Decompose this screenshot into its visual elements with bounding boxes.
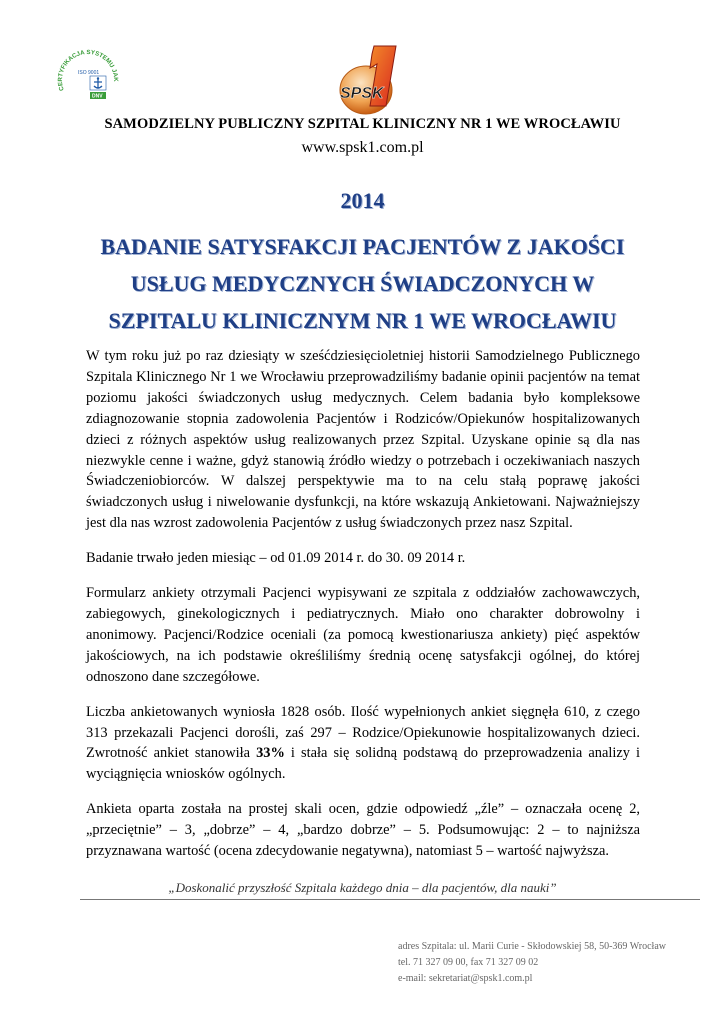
document-year: 2014 (340, 188, 385, 213)
paragraph-method: Formularz ankiety otrzymali Pacjenci wypisywani ze szpitala z oddziałów zachowawczych, zabiegowych, ginekologicznych i pediatrycznych. Miało ono charakter dobrowolny i anonimowy. Pacjenci/Rodzice oceniali (za pomocą kwestionariusza ankiety) pięć aspektów jakościowych, na ich podstawie określiliśmy średnią ocenę satysfakcji ogólnej, do której odnoszono dane szczegółowe. (86, 585, 640, 685)
title-line: USŁUG MEDYCZNYCH ŚWIADCZONYCH W (130, 271, 595, 296)
certification-seal-icon (52, 46, 124, 118)
hospital-name: SAMODZIELNY PUBLICZNY SZPITAL KLINICZNY NR 1 WE WROCŁAWIU (104, 116, 621, 132)
spsk-logo-text: SPSK (340, 85, 384, 102)
document-body (86, 346, 640, 876)
dnv-label: DNV (92, 93, 103, 100)
cert-ring-text: CERTYFIKACJA SYSTEMU JAK (56, 48, 120, 92)
footer-email-line[interactable]: e-mail: sekretariat@spsk1.com.pl (398, 973, 533, 984)
iso-standard-label: ISO 9001 (78, 70, 100, 76)
paragraph-scale: Ankieta oparta została na prostej skali ocen, gdzie odpowiedź „źle” – oznaczała ocenę 2, „przeciętnie” – 3, „dobrze” – 4, „bardzo dobrze” – 5. Podsumowując: 2 – to najniższa przyznawana wartość (ocena zdecydowanie negatywna), natomiast 5 – wartość najwyższa. (86, 801, 640, 860)
svg-text:CERTYFIKACJA SYSTEMU JAKOŚCI (52, 46, 119, 92)
footer-address-line: adres Szpitala: ul. Marii Curie - Skłodowskiej 58, 50-369 Wrocław (398, 941, 666, 952)
website-link[interactable]: www.spsk1.com.pl (301, 139, 424, 156)
return-rate-text: Liczba ankietowanych wyniosła 1828 osób. Ilość wypełnionych ankiet sięgnęła 610, z czego 313 przekazali Pacjenci dorośli, zaś 297 – Rodzice/Opiekunowie hospitalizowanych dzieci. Zwrotność ankiet stanowiła (86, 703, 640, 762)
footer-phone-line: tel. 71 327 09 00, fax 71 327 09 02 (398, 957, 539, 968)
footer-divider (80, 899, 700, 900)
title-line: SZPITALU KLINICZNYM NR 1 WE WROCŁAWIU (108, 308, 617, 333)
document-title (60, 228, 665, 339)
paragraph-return-rate (86, 702, 640, 786)
footer-contact (398, 939, 666, 987)
paragraph-duration: Badanie trwało jeden miesiąc – od 01.09 2014 r. do 30. 09 2014 r. (86, 550, 466, 567)
footer-motto: „Doskonalić przyszłość Szpitala każdego dnia – dla pacjentów, dla nauki” (168, 880, 557, 895)
return-rate-value: 33% (256, 745, 285, 762)
paragraph-intro: W tym roku już po raz dziesiąty w sześćdziesięcioletniej historii Samodzielnego Publicznego Szpitala Klinicznego Nr 1 we Wrocławiu przeprowadziliśmy badanie opinii pacjentów na temat poziomu jakości świadczonych usług medycznych. Celem badania było kompleksowe zdiagnozowanie stopnia zadowolenia Pacjentów i Rodziców/Opiekunów hospitalizowanych dzieci z różnych aspektów usług realizowanych przez Szpital. Uzyskane opinie są dla nas niezwykle cenne i ważne, gdyż stanowią źródło wiedzy o potrzebach i oczekiwaniach naszych Świadczeniobiorców. W dalszej perspektywie ma to na celu stałą poprawę jakości świadczonych usług i niwelowanie dysfunkcji, na które wskazują Ankietowani. Najważniejszy jest dla nas wzrost zadowolenia Pacjentów z usług świadczonych przez nasz Szpital. (86, 348, 640, 532)
return-rate-text: i stała się solidną podstawą do przeprowadzenia analizy i wyciągnięcia wniosków ogólnych. (86, 745, 640, 783)
spsk-logo-icon (330, 44, 410, 118)
title-line: BADANIE SATYSFAKCJI PACJENTÓW Z JAKOŚCI (100, 234, 625, 259)
